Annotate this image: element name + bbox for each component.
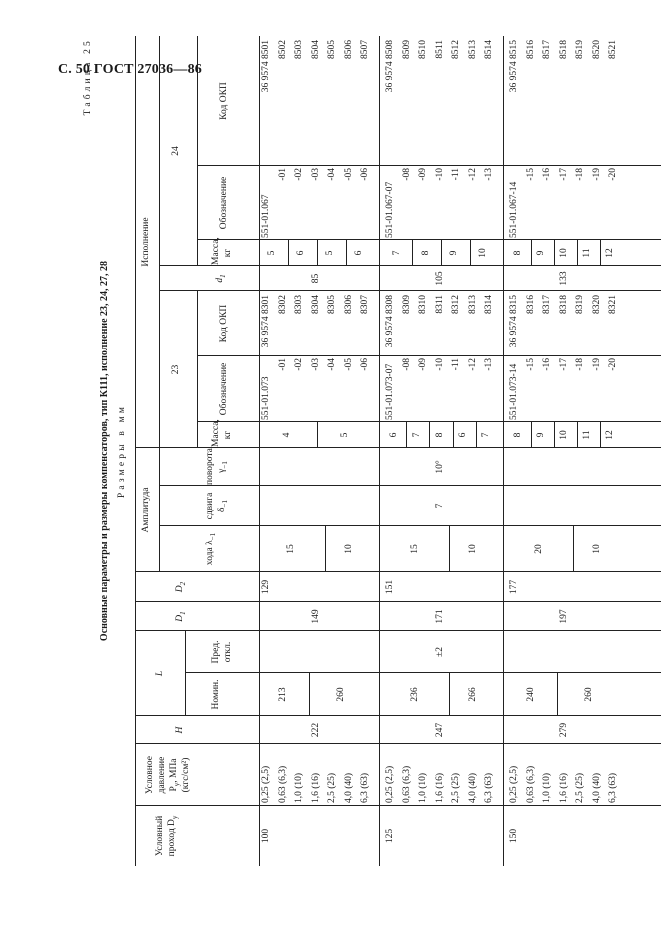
cell-mass-23: 5 — [339, 432, 350, 438]
cell-rule — [476, 422, 477, 448]
cell-mass-24: 11 — [582, 248, 593, 258]
header-designation-23: Обозначение — [219, 362, 229, 416]
cell-rule — [531, 240, 532, 266]
cell-rule — [325, 526, 326, 572]
column-rule — [159, 525, 661, 526]
cell-rule — [554, 240, 555, 266]
cell-mass-23: 9 — [536, 432, 547, 438]
column-rule — [197, 355, 661, 356]
cell-pressure: 6,3 (63) — [608, 772, 619, 803]
cell-rule — [441, 240, 442, 266]
cell-designation-23: -01 — [277, 358, 288, 371]
header-designation-24: Обозначение — [219, 176, 229, 230]
header-pressure: Условное давление $P_у$, МПа (кгс/см²) — [145, 756, 192, 794]
cell-designation-23: 551-01.073-07 — [385, 363, 396, 420]
cell-pressure: 1,6 (16) — [310, 772, 321, 803]
cell-pressure: 4,0 (40) — [591, 772, 602, 803]
header-dn: Условный проход $D_у$ — [155, 815, 179, 857]
cell-pressure: 1,6 (16) — [558, 772, 569, 803]
cell-D1: 149 — [310, 609, 321, 624]
cell-designation-23: -03 — [310, 358, 321, 371]
cell-H: 222 — [310, 722, 321, 738]
cell-pressure: 2,5 (25) — [451, 772, 462, 803]
cell-okp-24: 36 9574 8508 — [385, 40, 396, 93]
cell-pressure: 1,0 (10) — [542, 772, 553, 803]
cell-rule — [577, 422, 578, 448]
cell-D1: 197 — [559, 609, 570, 624]
cell-designation-24: -08 — [401, 168, 412, 181]
cell-shift: 7 — [434, 503, 445, 509]
cell-designation-24: -02 — [294, 168, 304, 181]
cell-dn: 150 — [509, 828, 520, 844]
cell-designation-24: -18 — [575, 168, 586, 181]
cell-okp-24: 8503 — [294, 40, 304, 59]
cell-designation-23: 551-01.073 — [261, 376, 271, 420]
cell-mass-24: 5 — [267, 250, 278, 256]
cell-rotation: 10° — [434, 460, 445, 474]
cell-okp-24: 8517 — [542, 40, 553, 59]
cell-designation-23: -19 — [591, 358, 602, 371]
cell-designation-24: -19 — [591, 168, 602, 181]
cell-stroke: 10 — [592, 544, 603, 554]
cell-rule — [554, 422, 555, 448]
page-header: С. 50 ГОСТ 27036—86 — [58, 62, 202, 77]
header-mass-23: Масса, кг — [211, 419, 233, 447]
column-rule — [135, 805, 661, 806]
cell-pressure: 4,0 (40) — [343, 772, 354, 803]
cell-mass-23: 10 — [559, 430, 570, 440]
cell-okp-23: 8307 — [360, 295, 370, 314]
cell-designation-24: -01 — [277, 168, 288, 181]
cell-okp-23: 36 9574 8301 — [261, 295, 271, 348]
cell-designation-24: -06 — [360, 168, 370, 181]
cell-stroke: 10 — [467, 544, 478, 554]
cell-L: 240 — [526, 687, 537, 702]
cell-rule — [453, 422, 454, 448]
cell-rule — [309, 673, 310, 716]
cell-H: 247 — [434, 722, 445, 738]
header-okp-24: Код ОКП — [219, 82, 229, 120]
cell-designation-23: -11 — [451, 358, 462, 371]
column-rule — [135, 571, 661, 572]
header-bottom-rule — [259, 36, 260, 866]
cell-okp-23: 8310 — [418, 295, 429, 314]
cell-mass-23: 6 — [388, 432, 399, 438]
cell-okp-24: 8510 — [418, 40, 429, 59]
cell-mass-24: 8 — [420, 250, 431, 256]
header-amplitude: Амплитуда — [141, 487, 151, 533]
header-exec-24: 24 — [171, 146, 181, 156]
cell-rule — [557, 673, 558, 716]
cell-rule — [600, 422, 601, 448]
cell-mass-24: 6 — [296, 250, 307, 256]
cell-mass-24: 10 — [478, 248, 489, 258]
cell-designation-24: -10 — [434, 168, 445, 181]
cell-pressure: 0,63 (6,3) — [525, 765, 536, 803]
column-rule — [159, 290, 661, 291]
header-okp-23: Код ОКП — [219, 304, 229, 343]
cell-D1: 171 — [434, 609, 445, 624]
table-top-rule — [135, 36, 136, 866]
header-D1: $D_1$ — [175, 611, 187, 622]
column-rule — [135, 601, 661, 602]
cell-okp-23: 8320 — [591, 295, 602, 314]
cell-rule — [317, 422, 318, 448]
header-H: H — [175, 726, 185, 734]
cell-okp-24: 8505 — [327, 40, 337, 59]
cell-rule — [429, 422, 430, 448]
cell-rule — [412, 240, 413, 266]
cell-D2: 177 — [509, 579, 520, 595]
cell-designation-24: -04 — [327, 168, 337, 181]
cell-pressure: 6,3 (63) — [360, 772, 370, 803]
cell-designation-24: -03 — [310, 168, 321, 181]
cell-okp-23: 8321 — [608, 295, 619, 314]
header-exec-23: 23 — [171, 364, 181, 375]
cell-rule — [470, 240, 471, 266]
cell-okp-23: 8304 — [310, 295, 321, 314]
cell-designation-24: -16 — [542, 168, 553, 181]
cell-designation-24: -09 — [418, 168, 429, 181]
cell-okp-24: 8511 — [434, 40, 445, 59]
cell-pressure: 1,0 (10) — [418, 772, 429, 803]
cell-L: 236 — [410, 687, 421, 702]
cell-pressure: 6,3 (63) — [484, 772, 495, 803]
cell-okp-23: 8317 — [542, 295, 553, 314]
cell-designation-24: -20 — [608, 168, 619, 181]
header-rule — [185, 631, 186, 716]
cell-mass-24: 10 — [559, 248, 570, 258]
cell-L: 213 — [277, 687, 288, 702]
cell-pressure: 0,63 (6,3) — [401, 765, 412, 803]
header-d1: $d_1$ — [215, 274, 227, 283]
header-mass-24: Масса, кг — [211, 237, 233, 265]
cell-okp-23: 8303 — [294, 295, 304, 314]
cell-okp-23: 8319 — [575, 295, 586, 314]
cell-designation-23: -16 — [542, 358, 553, 371]
column-rule — [159, 485, 661, 486]
cell-rule — [577, 240, 578, 266]
cell-designation-24: 551-01.067-07 — [385, 181, 396, 238]
cell-mass-23: 12 — [605, 430, 616, 440]
header-stroke: хода $\lambda_{-1}$ — [205, 532, 217, 566]
cell-okp-24: 8502 — [277, 40, 288, 59]
group-rule — [503, 36, 504, 866]
cell-designation-23: -09 — [418, 358, 429, 371]
cell-mass-23: 8 — [434, 432, 445, 438]
cell-okp-24: 8518 — [558, 40, 569, 59]
header-execution: Исполнение — [141, 217, 151, 267]
cell-okp-24: 36 9574 8501 — [261, 40, 271, 93]
cell-mass-23: 4 — [281, 432, 292, 438]
cell-rule — [288, 240, 289, 266]
cell-L-deviation: ±2 — [434, 647, 445, 657]
cell-okp-24: 8514 — [484, 40, 495, 59]
cell-mass-24: 7 — [391, 250, 402, 256]
cell-rule — [600, 240, 601, 266]
column-rule — [135, 743, 661, 744]
cell-designation-24: 551-01.067-14 — [509, 181, 520, 238]
cell-dn: 100 — [261, 828, 271, 844]
cell-okp-23: 8313 — [467, 295, 478, 314]
cell-okp-24: 8504 — [310, 40, 321, 59]
header-D2: $D_2$ — [175, 581, 187, 593]
cell-pressure: 4,0 (40) — [467, 772, 478, 803]
cell-stroke: 20 — [534, 544, 545, 554]
cell-pressure: 0,25 (2,5) — [385, 765, 396, 803]
cell-okp-24: 8506 — [343, 40, 354, 59]
cell-D2: 129 — [261, 579, 271, 595]
cell-okp-24: 8513 — [467, 40, 478, 59]
cell-designation-24: -15 — [525, 168, 536, 181]
cell-designation-23: 551-01.073-14 — [509, 363, 520, 420]
cell-mass-24: 9 — [449, 250, 460, 256]
cell-stroke: 15 — [286, 544, 296, 554]
cell-pressure: 0,25 (2,5) — [261, 765, 271, 803]
cell-mass-23: 7 — [411, 432, 422, 438]
cell-stroke: 15 — [410, 544, 421, 554]
cell-okp-23: 8306 — [343, 295, 354, 314]
cell-d1: 85 — [310, 273, 321, 284]
cell-okp-23: 8309 — [401, 295, 412, 314]
header-L-dev: Пред. откл. — [211, 640, 233, 664]
cell-designation-23: -12 — [467, 358, 478, 371]
cell-pressure: 2,5 (25) — [575, 772, 586, 803]
header-L: L — [155, 670, 165, 677]
cell-L: 260 — [583, 687, 594, 702]
header-rule — [159, 448, 160, 572]
cell-okp-24: 8519 — [575, 40, 586, 59]
cell-okp-23: 36 9574 8315 — [509, 295, 520, 348]
header-rule — [197, 291, 198, 448]
cell-rule — [449, 673, 450, 716]
cell-designation-23: -10 — [434, 358, 445, 371]
column-rule — [197, 165, 661, 166]
cell-rule — [317, 240, 318, 266]
cell-d1: 105 — [434, 271, 445, 286]
cell-designation-23: -06 — [360, 358, 370, 371]
cell-designation-23: -20 — [608, 358, 619, 371]
cell-okp-23: 8316 — [525, 295, 536, 314]
cell-mass-23: 6 — [458, 432, 469, 438]
table-label: Таблица 25 — [83, 38, 93, 116]
cell-designation-23: -18 — [575, 358, 586, 371]
cell-pressure: 1,6 (16) — [434, 772, 445, 803]
cell-designation-24: -17 — [558, 168, 569, 181]
cell-designation-24: -12 — [467, 168, 478, 181]
cell-okp-23: 8305 — [327, 295, 337, 314]
cell-okp-24: 36 9574 8515 — [509, 40, 520, 93]
cell-rule — [449, 526, 450, 572]
cell-mass-24: 5 — [325, 250, 336, 256]
table-caption: Основные параметры и размеры компенсаторов, тип К111, исполнение 23, 24, 27, 28 — [99, 260, 110, 642]
cell-designation-23: -05 — [343, 358, 354, 371]
cell-rule — [406, 422, 407, 448]
cell-okp-23: 8312 — [451, 295, 462, 314]
cell-okp-24: 8520 — [591, 40, 602, 59]
cell-okp-24: 8516 — [525, 40, 536, 59]
cell-designation-23: -15 — [525, 358, 536, 371]
cell-mass-24: 9 — [536, 250, 547, 256]
cell-pressure: 0,25 (2,5) — [509, 765, 520, 803]
cell-okp-24: 8512 — [451, 40, 462, 59]
cell-okp-24: 8507 — [360, 40, 370, 59]
cell-mass-24: 6 — [354, 250, 365, 256]
rotated-table-sheet — [80, 36, 661, 866]
cell-pressure: 0,63 (6,3) — [277, 765, 288, 803]
cell-dn: 125 — [385, 828, 396, 844]
header-rotation: поворота $\gamma_{-1}$ — [205, 448, 229, 485]
cell-stroke: 10 — [343, 544, 354, 554]
cell-mass-23: 11 — [582, 430, 593, 440]
cell-pressure: 2,5 (25) — [327, 772, 337, 803]
cell-okp-23: 8314 — [484, 295, 495, 314]
units-note: Размеры в мм — [117, 403, 127, 499]
cell-d1: 133 — [559, 271, 570, 286]
header-rule — [197, 36, 198, 266]
cell-designation-24: -11 — [451, 168, 462, 181]
cell-designation-24: -13 — [484, 168, 495, 181]
cell-designation-23: -08 — [401, 358, 412, 371]
cell-okp-23: 8302 — [277, 295, 288, 314]
cell-designation-23: -13 — [484, 358, 495, 371]
cell-rule — [346, 240, 347, 266]
parameters-table — [135, 36, 661, 866]
cell-D2: 151 — [385, 579, 396, 595]
cell-mass-23: 7 — [481, 432, 492, 438]
cell-rule — [531, 422, 532, 448]
cell-L: 260 — [335, 687, 346, 702]
cell-designation-23: -17 — [558, 358, 569, 371]
cell-okp-23: 36 9574 8308 — [385, 295, 396, 348]
cell-rule — [573, 526, 574, 572]
header-rule — [159, 36, 160, 448]
cell-mass-24: 8 — [512, 250, 523, 256]
cell-okp-23: 8311 — [434, 295, 445, 314]
header-shift: сдвига $\delta_{-1}$ — [205, 492, 229, 520]
cell-L: 266 — [467, 687, 478, 702]
cell-pressure: 1,0 (10) — [294, 772, 304, 803]
group-rule — [379, 36, 380, 866]
cell-okp-24: 8521 — [608, 40, 619, 59]
cell-designation-24: -05 — [343, 168, 354, 181]
cell-mass-23: 8 — [512, 432, 523, 438]
header-L-nom: Номин. — [211, 679, 221, 710]
cell-designation-23: -04 — [327, 358, 337, 371]
cell-designation-24: 551-01.067 — [261, 194, 271, 238]
cell-mass-24: 12 — [605, 248, 616, 258]
cell-okp-23: 8318 — [558, 295, 569, 314]
cell-H: 279 — [559, 722, 570, 738]
cell-okp-24: 8509 — [401, 40, 412, 59]
cell-designation-23: -02 — [294, 358, 304, 371]
